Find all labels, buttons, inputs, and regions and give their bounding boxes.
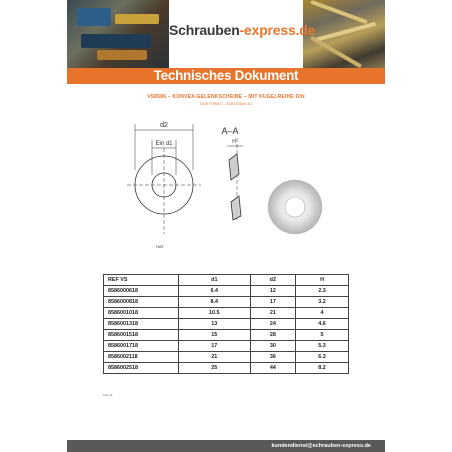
cell-d2: 17 bbox=[250, 297, 295, 308]
dimensions-table bbox=[103, 274, 349, 374]
cell-h: 4 bbox=[296, 308, 349, 319]
cell-d2: 12 bbox=[250, 286, 295, 297]
dimension-h-label: H bbox=[232, 139, 236, 145]
cell-ref: 8586001318 bbox=[104, 319, 179, 330]
col-header-h: H bbox=[296, 275, 349, 286]
col-header-d2: d2 bbox=[250, 275, 295, 286]
cell-ref: 8586000618 bbox=[104, 286, 179, 297]
cell-d1: 8.4 bbox=[179, 297, 251, 308]
col-header-d1: d1 bbox=[179, 275, 251, 286]
cell-d2: 28 bbox=[250, 330, 295, 341]
cell-d2: 36 bbox=[250, 352, 295, 363]
cell-d1: 6.4 bbox=[179, 286, 251, 297]
document-page bbox=[67, 0, 385, 452]
brand-logo[interactable] bbox=[169, 22, 316, 38]
table-row bbox=[104, 341, 349, 352]
footer-email-link[interactable]: kundendienst@schrauben-express.de bbox=[271, 443, 371, 449]
section-a-label: A–A bbox=[221, 126, 239, 136]
technical-drawing bbox=[67, 110, 385, 260]
cell-d2: 21 bbox=[250, 308, 295, 319]
table-row bbox=[104, 286, 349, 297]
footer-bar bbox=[67, 440, 385, 452]
cell-d1: 13 bbox=[179, 319, 251, 330]
table-header-row bbox=[104, 275, 349, 286]
cell-h: 6.3 bbox=[296, 352, 349, 363]
brand-name: Schrauben bbox=[169, 22, 240, 38]
document-title-banner: Technisches Dokument bbox=[67, 68, 385, 84]
table-row bbox=[104, 319, 349, 330]
table-row bbox=[104, 297, 349, 308]
cell-ref: 8586001518 bbox=[104, 330, 179, 341]
cell-h: 5 bbox=[296, 330, 349, 341]
header-image bbox=[67, 0, 385, 68]
dimension-d2-label: d2 bbox=[160, 122, 168, 129]
col-header-ref: REF VS bbox=[104, 275, 179, 286]
drawing-bottom-label: HAT bbox=[156, 244, 164, 249]
cell-h: 3.2 bbox=[296, 297, 349, 308]
table-row bbox=[104, 363, 349, 374]
brand-domain: -express.de bbox=[239, 22, 316, 38]
cell-d1: 21 bbox=[179, 352, 251, 363]
cell-d1: 17 bbox=[179, 341, 251, 352]
cell-d1: 15 bbox=[179, 330, 251, 341]
cell-d2: 24 bbox=[250, 319, 295, 330]
cell-h: 8.2 bbox=[296, 363, 349, 374]
table-note: KAF IE bbox=[103, 393, 113, 397]
table-row bbox=[104, 352, 349, 363]
cell-ref: 8586002518 bbox=[104, 363, 179, 374]
product-title: VS8586 – KONVEX-GELENKSCHEIBE – MIT KUGELREIHE DIN bbox=[147, 94, 305, 100]
cell-ref: 8586001018 bbox=[104, 308, 179, 319]
cell-d1: 10.5 bbox=[179, 308, 251, 319]
cell-h: 5.3 bbox=[296, 341, 349, 352]
screws-photo bbox=[303, 0, 385, 68]
cell-ref: 8586000818 bbox=[104, 297, 179, 308]
washer-photo bbox=[268, 180, 322, 234]
cell-d1: 25 bbox=[179, 363, 251, 374]
table-row bbox=[104, 308, 349, 319]
cell-h: 4.6 bbox=[296, 319, 349, 330]
cell-ref: 8586002118 bbox=[104, 352, 179, 363]
cell-d2: 30 bbox=[250, 341, 295, 352]
product-subtitle: 6319 FORM C – EDELSTAHL A2 bbox=[200, 102, 252, 106]
table-row bbox=[104, 330, 349, 341]
section-view bbox=[227, 138, 243, 220]
workshop-photo bbox=[67, 0, 169, 68]
dimension-d1-label: Ein d1 bbox=[155, 141, 173, 147]
cell-h: 2.3 bbox=[296, 286, 349, 297]
cell-ref: 8586001718 bbox=[104, 341, 179, 352]
cell-d2: 44 bbox=[250, 363, 295, 374]
